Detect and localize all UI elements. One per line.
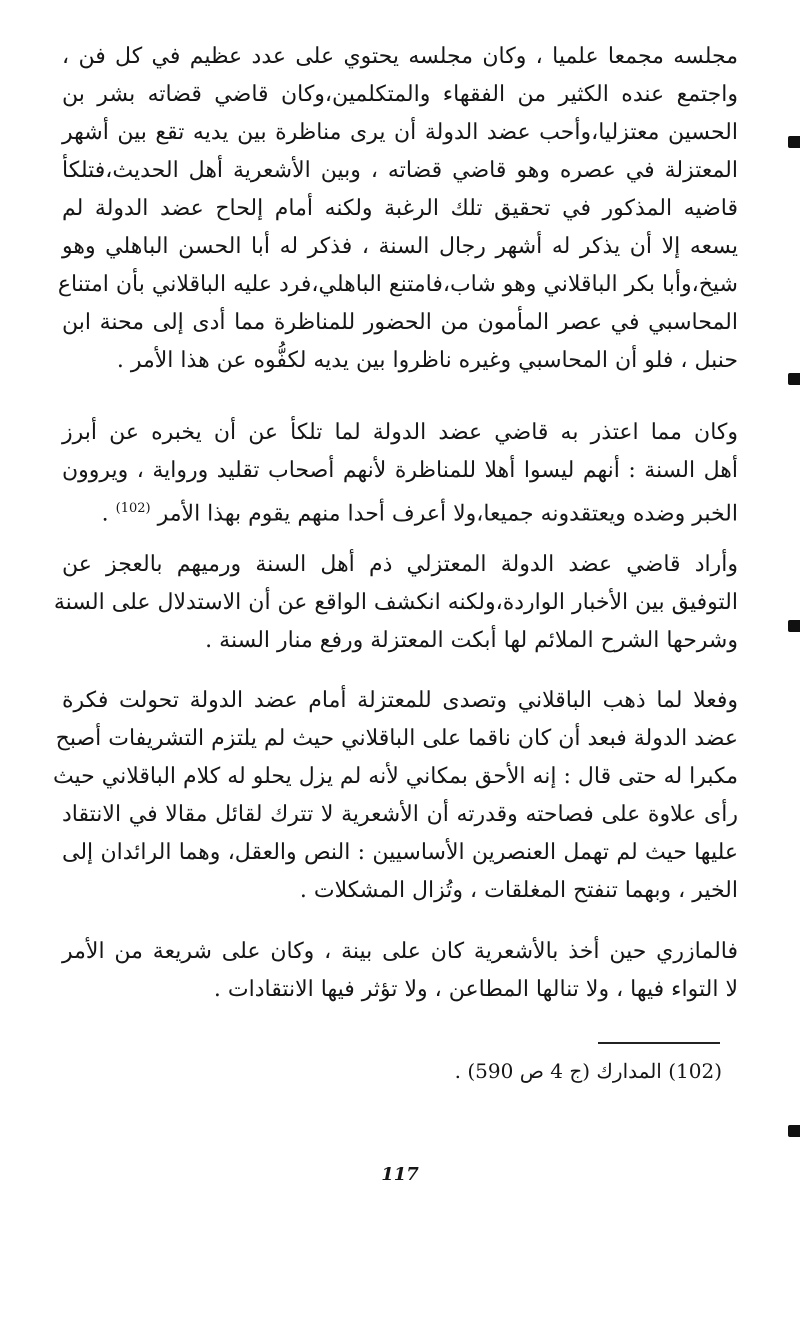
binding-mark [788, 1125, 800, 1137]
footnote: (102) المدارك (ج 4 ص 590) . [454, 1059, 722, 1083]
text-line: المعتزلة في عصره وهو قاضي قضاته ، وبين الأشعرية أهل الحديث،فتلكأ [62, 158, 738, 183]
text-line: وفعلا لما ذهب الباقلاني وتصدى للمعتزلة أمام عضد الدولة تحولت فكرة [62, 688, 738, 713]
text-line: قاضيه المذكور في تحقيق تلك الرغبة ولكنه أمام إلحاح عضد الدولة لم [62, 196, 738, 221]
text-line: الخير ، وبهما تنفتح المغلقات ، وتُزال المشكلات . [299, 878, 738, 903]
binding-mark [788, 620, 800, 632]
text-line: التوفيق بين الأخبار الواردة،ولكنه انكشف الواقع عن أن الاستدلال على السنة [53, 590, 738, 615]
text-line: وأراد قاضي عضد الدولة المعتزلي ذم أهل السنة ورميهم بالعجز عن [62, 552, 738, 577]
text-line: مكبرا له حتى قال : إنه الأحق بمكاني لأنه لم يزل يحلو له كلام الباقلاني حيث [52, 764, 738, 789]
text-line-with-footnote [62, 490, 738, 528]
text-line: عضد الدولة فبعد أن كان ناقما على الباقلاني حيث لم يلتزم التشريفات أصبح [55, 726, 738, 751]
footnote-reference: (102) [115, 501, 151, 516]
paragraph-3 [53, 546, 738, 660]
text-line: شيخ،وأبا بكر الباقلاني وهو شاب،فامتنع الباهلي،فرد عليه الباقلاني بأن امتناع [57, 272, 738, 297]
line-tail: . [101, 501, 116, 527]
text-line: يسعه إلا أن يذكر له أشهر رجال السنة ، فذكر له أبا الحسن الباهلي وهو [62, 234, 738, 259]
text-line: الخبر وضده ويعتقدونه جميعا،ولا أعرف أحدا منهم يقوم بهذا الأمر [157, 501, 738, 527]
text-line: فالمازري حين أخذ بالأشعرية كان على بينة ، وكان على شريعة من الأمر [62, 939, 738, 964]
paragraph-2 [62, 414, 738, 528]
text-line: حنبل ، فلو أن المحاسبي وغيره ناظروا بين يديه لكفُّوه عن هذا الأمر . [116, 348, 738, 373]
binding-mark [788, 373, 800, 385]
page-number: 117 [381, 1164, 419, 1185]
text-line: لا التواء فيها ، ولا تنالها المطاعن ، ولا تؤثر فيها الانتقادات . [213, 977, 738, 1002]
text-line: رأى علاوة على فصاحته وقدرته أن الأشعرية لا تترك لقائل مقالا في الانتقاد [62, 802, 738, 827]
paragraph-4 [52, 682, 738, 910]
paragraph-1 [57, 38, 738, 380]
text-line: وكان مما اعتذر به قاضي عضد الدولة لما تلكأ عن أن يخبره عن أبرز [62, 420, 738, 445]
text-line: واجتمع عنده الكثير من الفقهاء والمتكلمين،وكان قاضي قضاته بشر بن [62, 82, 738, 107]
text-line: الحسين معتزليا،وأحب عضد الدولة أن يرى مناظرة بين يديه تقع بين أشهر [62, 120, 738, 145]
text-line: المحاسبي في عصر المأمون من الحضور للمناظرة مما أدى إلى محنة ابن [62, 310, 738, 335]
footnote-divider [598, 1042, 720, 1044]
text-line: وشرحها الشرح الملائم لها أبكت المعتزلة ورفع منار السنة . [205, 628, 738, 653]
text-line: عليها حيث لم تهمل العنصرين الأساسيين : النص والعقل، وهما الرائدان إلى [62, 840, 738, 865]
text-line: مجلسه مجمعا علميا ، وكان مجلسه يحتوي على عدد عظيم في كل فن ، [62, 44, 738, 69]
text-line: أهل السنة : أنهم ليسوا أهلا للمناظرة لأنهم أصحاب تقليد ورواية ، ويروون [62, 458, 738, 483]
binding-mark [788, 136, 800, 148]
paragraph-5 [62, 933, 738, 1009]
